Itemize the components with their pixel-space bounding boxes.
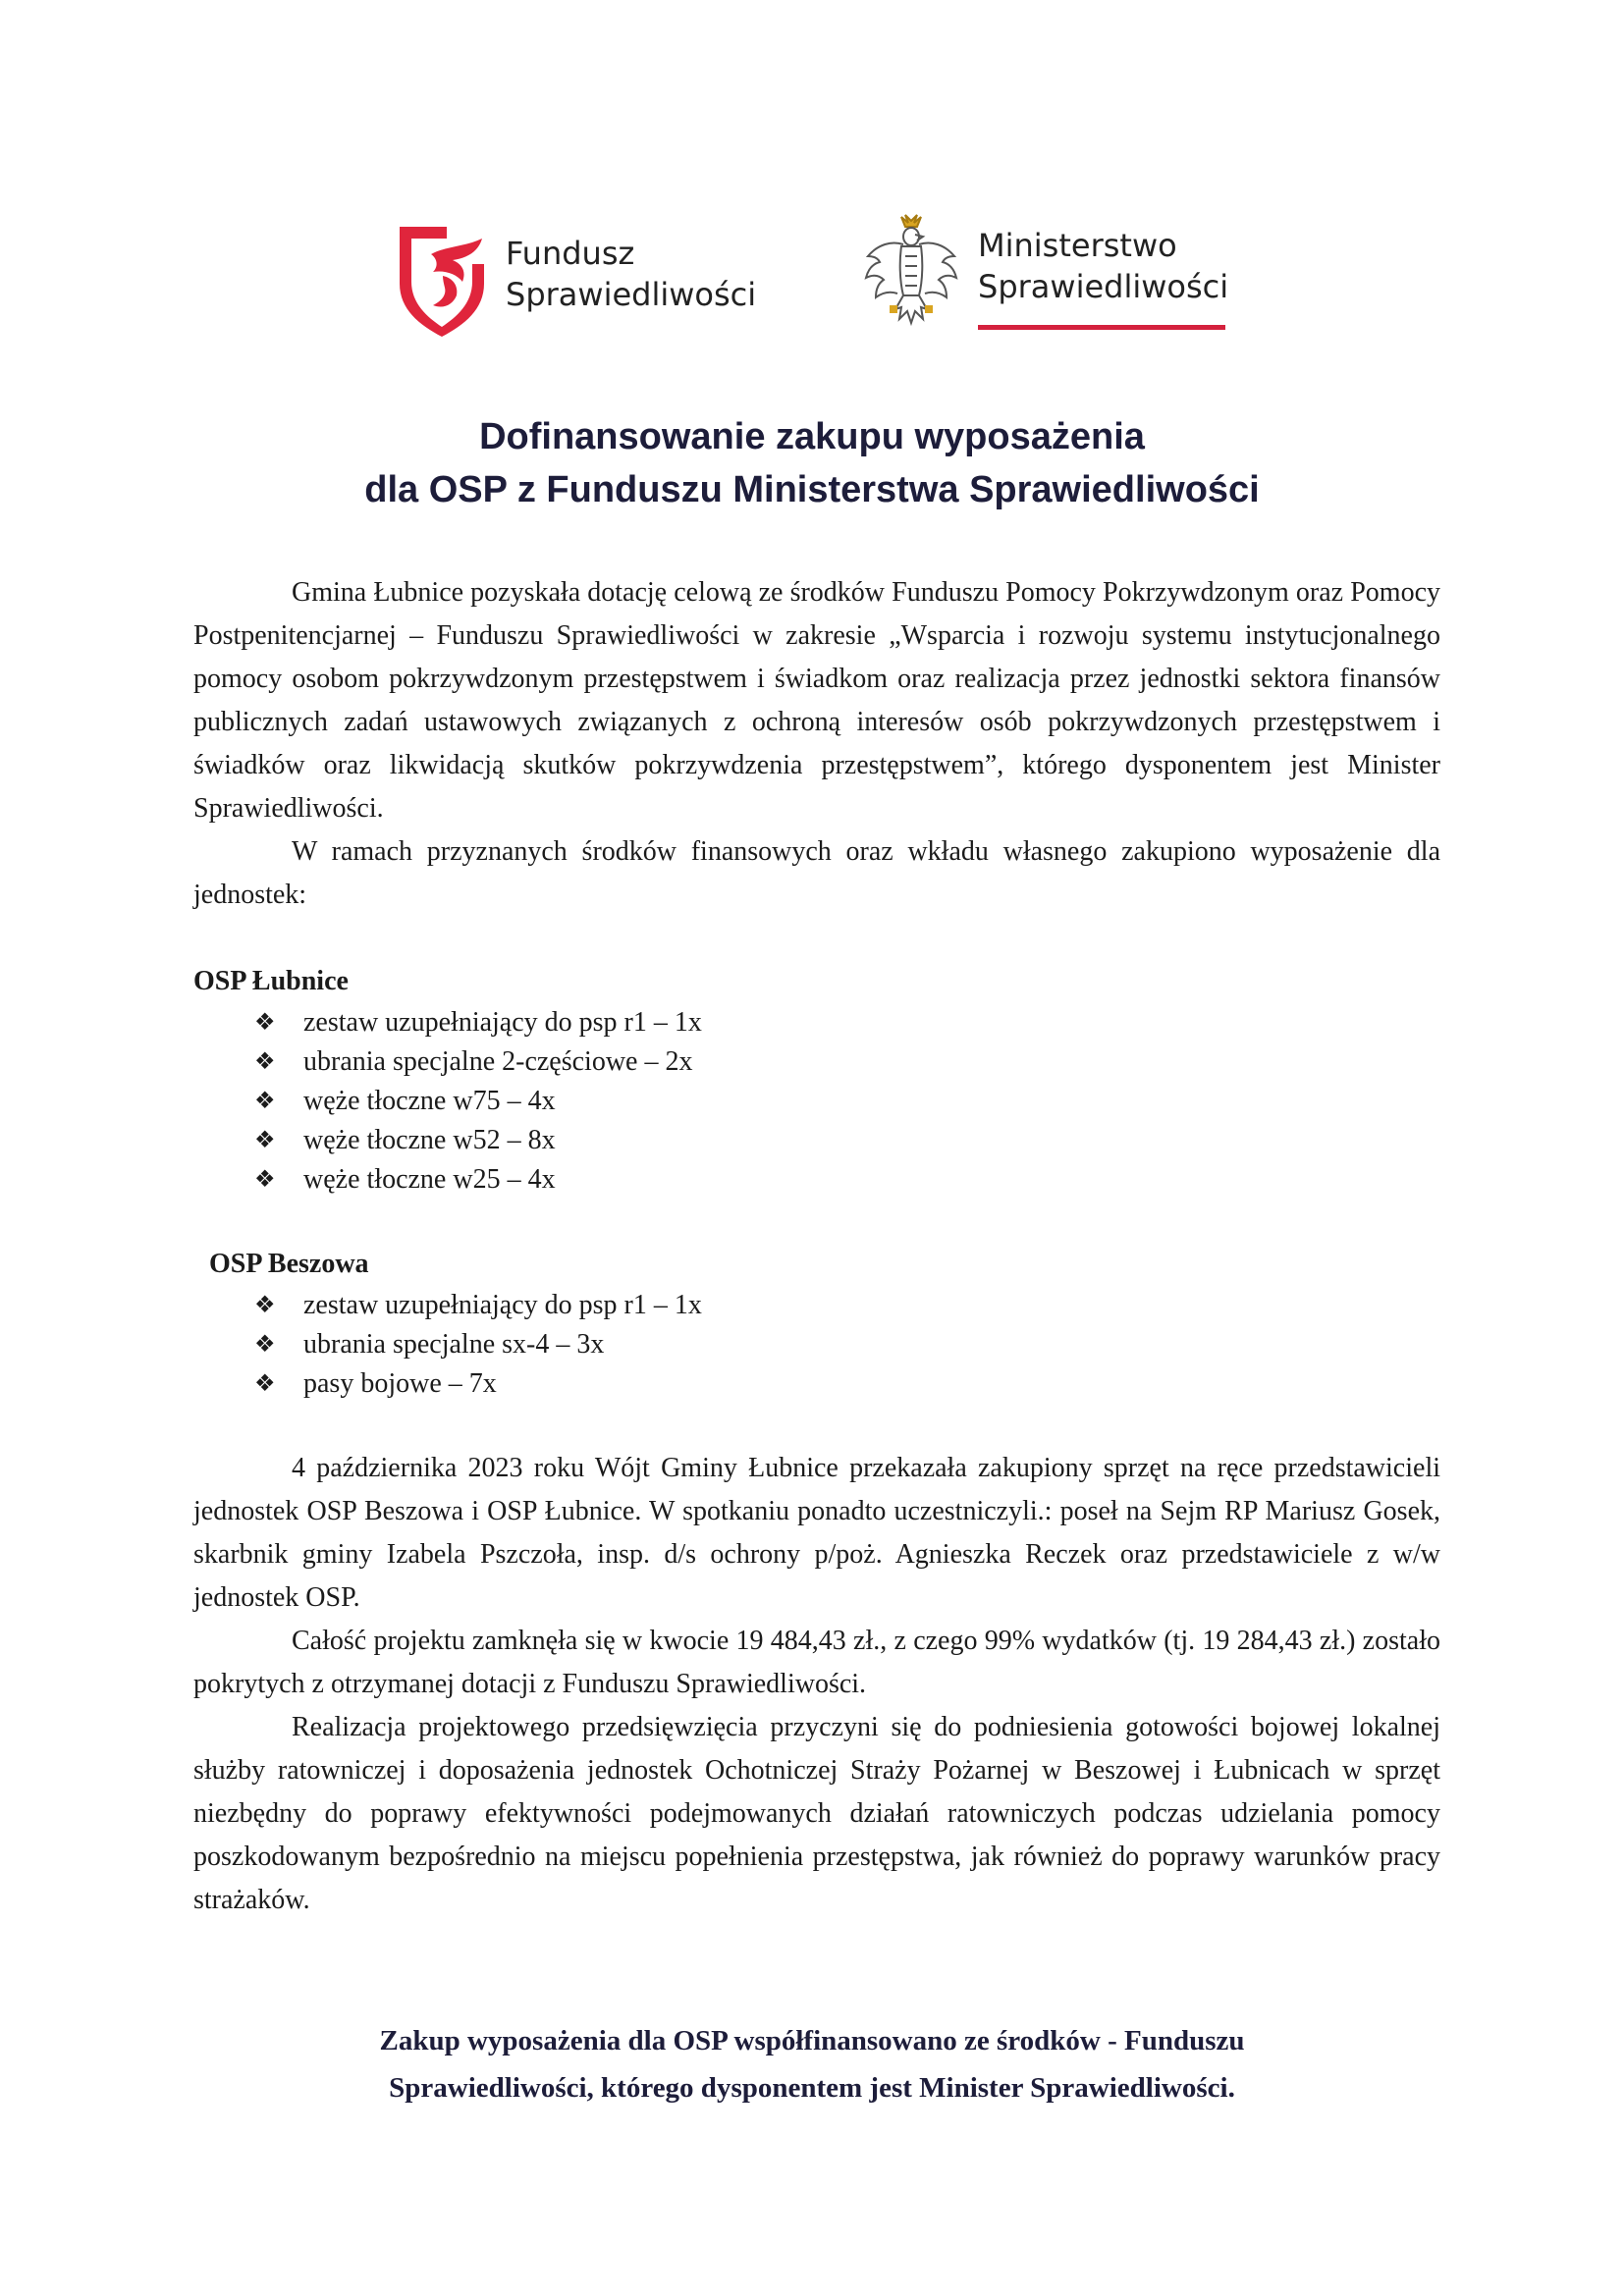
list-item-text: węże tłoczne w25 – 4x — [303, 1164, 556, 1195]
spacer — [193, 1200, 1440, 1243]
list-item — [254, 1286, 1440, 1325]
fundusz-shield-icon — [388, 219, 496, 341]
body-paragraph-handover: 4 października 2023 roku Wójt Gminy Łubnice przekazała zakupiony sprzęt na ręce przedstawicieli jednostek OSP Beszowa i OSP Łubnice. W spotkaniu ponadto uczestniczyli.: poseł na Sejm RP Mariusz Gosek, skarbnik gminy Izabela Pszczoła, insp. d/s ochrony p/poż. Agnieszka Reczek oraz przedstawiciele z w/w jednostek OSP. — [193, 1453, 1440, 1613]
title-line-2: dla OSP z Funduszu Ministerstwa Sprawiedliwości — [364, 469, 1260, 510]
diamond-bullet-icon: ❖ — [254, 1371, 276, 1397]
footer-line-2: Sprawiedliwości, którego dysponentem jest Minister Sprawiedliwości. — [389, 2072, 1235, 2104]
fundusz-logo-text — [506, 233, 756, 315]
fundusz-logo-line1: Fundusz — [506, 235, 635, 272]
polish-eagle-icon — [862, 211, 960, 339]
list-item-text: pasy bojowe – 7x — [303, 1368, 497, 1399]
unit-items-lubnice — [193, 1003, 1440, 1200]
list-item — [254, 1160, 1440, 1200]
unit-name-beszowa: OSP Beszowa — [209, 1249, 369, 1279]
list-item-text: zestaw uzupełniający do psp r1 – 1x — [303, 1007, 702, 1038]
ministerstwo-logo-line1: Ministerstwo — [978, 227, 1177, 264]
diamond-bullet-icon: ❖ — [254, 1293, 276, 1318]
intro-paragraph-2: W ramach przyznanych środków finansowych oraz wkładu własnego zakupiono wyposażenie dla jednostek: — [193, 836, 1440, 910]
diamond-bullet-icon: ❖ — [254, 1332, 276, 1358]
list-item-text: ubrania specjalne 2-częściowe – 2x — [303, 1046, 693, 1077]
spacer — [193, 917, 1440, 960]
list-item — [254, 1121, 1440, 1160]
ministerstwo-logo-red-line — [978, 325, 1225, 330]
title-line-1: Dofinansowanie zakupu wyposażenia — [479, 416, 1145, 457]
diamond-bullet-icon: ❖ — [254, 1010, 276, 1036]
cofinancing-note — [0, 2017, 1624, 2111]
list-item-text: ubrania specjalne sx-4 – 3x — [303, 1329, 605, 1360]
document-title — [0, 410, 1624, 516]
diamond-bullet-icon: ❖ — [254, 1167, 276, 1193]
unit-items-beszowa — [193, 1286, 1440, 1404]
document-body — [193, 571, 1440, 1922]
unit-name-lubnice: OSP Łubnice — [193, 966, 349, 996]
list-item-text: węże tłoczne w75 – 4x — [303, 1086, 556, 1116]
list-item — [254, 1082, 1440, 1121]
list-item — [254, 1003, 1440, 1042]
list-item — [254, 1364, 1440, 1404]
body-paragraph-cost: Całość projektu zamknęła się w kwocie 19 484,43 zł., z czego 99% wydatków (tj. 19 284,43 zł.) zostało pokrytych z otrzymanej dotacji z Funduszu Sprawiedliwości. — [193, 1626, 1440, 1699]
list-item — [254, 1042, 1440, 1082]
fundusz-logo — [388, 219, 781, 347]
fundusz-logo-line2: Sprawiedliwości — [506, 276, 757, 313]
diamond-bullet-icon: ❖ — [254, 1128, 276, 1153]
diamond-bullet-icon: ❖ — [254, 1089, 276, 1114]
diamond-bullet-icon: ❖ — [254, 1049, 276, 1075]
list-item — [254, 1325, 1440, 1364]
spacer — [193, 1404, 1440, 1447]
footer-line-1: Zakup wyposażenia dla OSP współfinansowano ze środków - Funduszu — [379, 2025, 1245, 2056]
list-item-text: zestaw uzupełniający do psp r1 – 1x — [303, 1290, 702, 1320]
ministerstwo-logo-line2: Sprawiedliwości — [978, 268, 1229, 305]
intro-paragraph-1: Gmina Łubnice pozyskała dotację celową ze środków Funduszu Pomocy Pokrzywdzonym oraz Pomocy Postpenitencjarnej – Funduszu Sprawiedliwości w zakresie „Wsparcia i rozwoju systemu instytucjonalnego pomocy osobom pokrzywdzonym przestępstwem i świadkom oraz realizacja przez jednostki sektora finansów publicznych zadań ustawowych związanych z ochroną interesów osób pokrzywdzonych przestępstwem i świadków oraz likwidacją skutków pokrzywdzenia przestępstwem”, którego dysponentem jest Minister Sprawiedliwości. — [193, 577, 1440, 824]
body-paragraph-impact: Realizacja projektowego przedsięwzięcia przyczyni się do podniesienia gotowości bojowej lokalnej służby ratowniczej i doposażenia jednostek Ochotniczej Straży Pożarnej w Beszowej i Łubnicach w sprzęt niezbędny do poprawy efektywności podejmowanych działań ratowniczych podczas udzielania pomocy poszkodowanym bezpośrednio na miejscu popełnienia przestępstwa, jak również do poprawy warunków pracy strażaków. — [193, 1712, 1440, 1915]
ministerstwo-logo — [862, 211, 1255, 348]
ministerstwo-logo-text — [978, 225, 1228, 307]
header-logos — [0, 211, 1624, 348]
list-item-text: węże tłoczne w52 – 8x — [303, 1125, 556, 1155]
